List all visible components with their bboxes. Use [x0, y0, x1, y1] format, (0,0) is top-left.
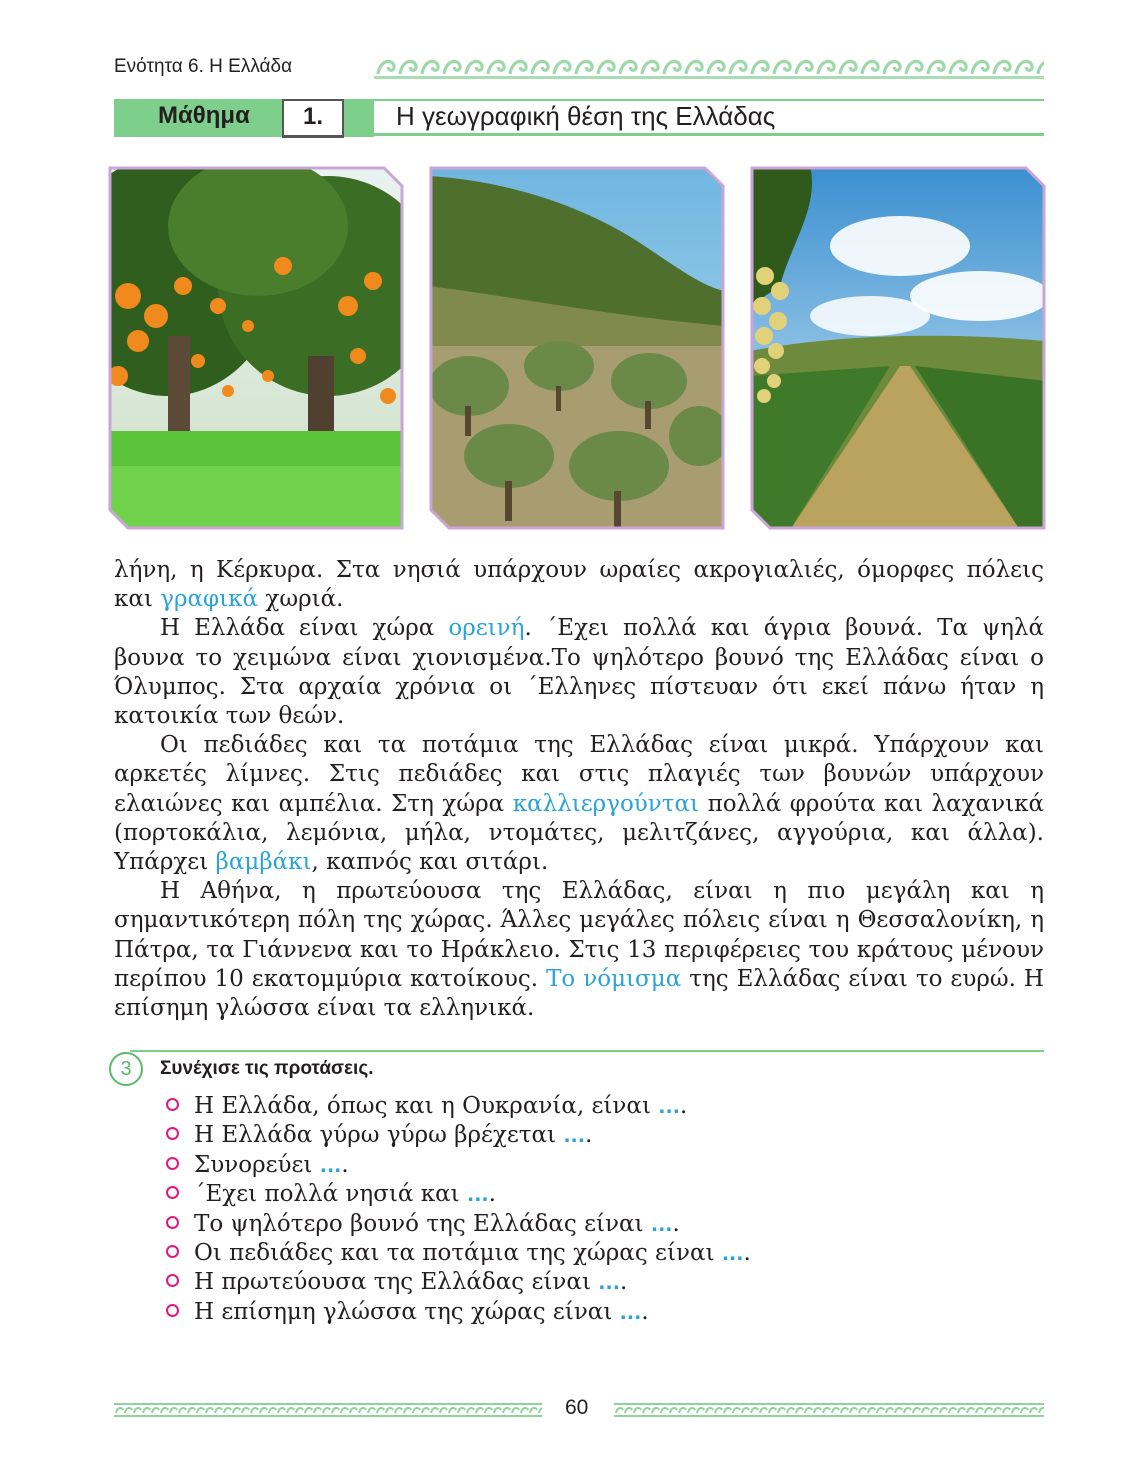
glossary-term[interactable]: γραφικά	[160, 586, 259, 613]
answer-blank[interactable]: ...	[658, 1096, 680, 1118]
orange-grove-photo	[108, 166, 404, 530]
exercise-item: ΄Εχει πολλά νησιά και ....	[164, 1180, 751, 1209]
footer-wave-ornament-left	[114, 1403, 542, 1417]
glossary-term[interactable]: ορεινή	[448, 615, 525, 642]
bullet-icon	[166, 1186, 179, 1199]
exercise-number-badge: 3	[109, 1052, 143, 1086]
lesson-header-bar	[114, 99, 1044, 137]
exercise-item: Η επίσημη γλώσσα της χώρας είναι ....	[164, 1298, 751, 1327]
answer-blank[interactable]: ...	[467, 1184, 489, 1207]
exercise-item: Συνορεύει ....	[164, 1151, 751, 1180]
answer-blank[interactable]: ...	[721, 1242, 744, 1265]
glossary-term[interactable]: Το νόμισμα	[546, 965, 682, 992]
glossary-term[interactable]: βαμβάκι	[215, 849, 312, 876]
paragraph-1: λήνη, η Κέρκυρα. Στα νησιά υπάρχουν ωραίες ακρογιαλιές, όμορφες πόλεις και γραφικά χωριά.	[114, 557, 1044, 613]
footer-wave-ornament-right	[614, 1403, 1044, 1417]
bullet-icon	[166, 1304, 179, 1317]
exercise-item: Το ψηλότερο βουνό της Ελλάδας είναι ....	[164, 1210, 751, 1239]
vineyard-photo	[750, 166, 1046, 530]
bullet-icon	[166, 1157, 179, 1170]
exercise-divider	[130, 1050, 1044, 1052]
answer-blank[interactable]: ...	[650, 1213, 673, 1236]
lesson-body-text	[114, 556, 1044, 1023]
paragraph-2: Η Ελλάδα είναι χώρα ορεινή. ΄Εχει πολλά και άγρια βουνά. Τα ψηλά βουνα το χειμώνα είναι χιονισμένα.Το ψηλότερο βουνό της Ελλάδας είναι ο Όλυμπος. Στα αρχαία χρόνια οι ΄Ελληνες πίστευαν ότι εκεί πάνω ήταν η κατοικία των θεών.	[114, 615, 1044, 730]
bullet-icon	[166, 1127, 179, 1140]
olive-grove-photo	[429, 166, 725, 530]
exercise-item: Η Ελλάδα γύρω γύρω βρέχεται ....	[164, 1121, 751, 1150]
bullet-icon	[166, 1216, 179, 1229]
greek-wave-ornament	[374, 54, 1044, 80]
exercise-item: Οι πεδιάδες και τα ποτάμια της χώρας είναι ....	[164, 1239, 751, 1268]
answer-blank[interactable]: ...	[598, 1272, 620, 1295]
exercise-instruction: Συνέχισε τις προτάσεις.	[160, 1058, 374, 1079]
answer-blank[interactable]: ...	[319, 1154, 342, 1177]
lesson-number: 1.	[303, 103, 324, 130]
paragraph-3: Οι πεδιάδες και τα ποτάμια της Ελλάδας είναι μικρά. Υπάρχουν και αρκετές λίμνες. Στις πεδιάδες και στις πλαγιές των βουνών υπάρχουν ελαιώνες και αμπέλια. Στη χώρα καλλιεργούνται πολλά φρούτα και λαχανικά (πορτοκάλια, λεμόνια, μήλα, ντομάτες, μελιτζάνες, αγγούρια, και άλλα). Υπάρχει βαμβάκι, καπνός και σιτάρι.	[114, 732, 1044, 876]
bullet-icon	[166, 1098, 179, 1111]
exercise-item: Η πρωτεύουσα της Ελλάδας είναι ....	[164, 1268, 751, 1297]
paragraph-4: Η Αθήνα, η πρωτεύουσα της Ελλάδας, είναι η πιο μεγάλη και η σημαντικότερη πόλη της χώρας. Άλλες μεγάλες πόλεις είναι η Θεσσαλονίκη, η Πάτρα, τα Γιάννενα και το Ηράκλειο. Στις 13 περιφέρειες του κράτους μένουν περίπου 10 εκατομμύρια κατοίκους. Το νόμισμα της Ελλάδας είναι το ευρώ. Η επίσημη γλώσσα είναι τα ελληνικά.	[114, 878, 1044, 1022]
lesson-number-box	[282, 99, 344, 138]
bullet-icon	[166, 1274, 179, 1287]
answer-blank[interactable]: ...	[619, 1301, 642, 1324]
answer-blank[interactable]: ...	[563, 1125, 585, 1148]
unit-title: Ενότητα 6. Η Ελλάδα	[114, 56, 293, 77]
lesson-title: Η γεωγραφική θέση της Ελλάδας	[396, 101, 776, 131]
glossary-term[interactable]: καλλιεργούνται	[512, 790, 700, 817]
exercise-list	[164, 1092, 751, 1327]
lesson-label: Μάθημα	[158, 102, 250, 129]
page-number: 60	[565, 1396, 589, 1419]
exercise-item: Η Ελλάδα, όπως και η Ουκρανία, είναι ....	[164, 1092, 751, 1121]
bullet-icon	[166, 1245, 179, 1258]
